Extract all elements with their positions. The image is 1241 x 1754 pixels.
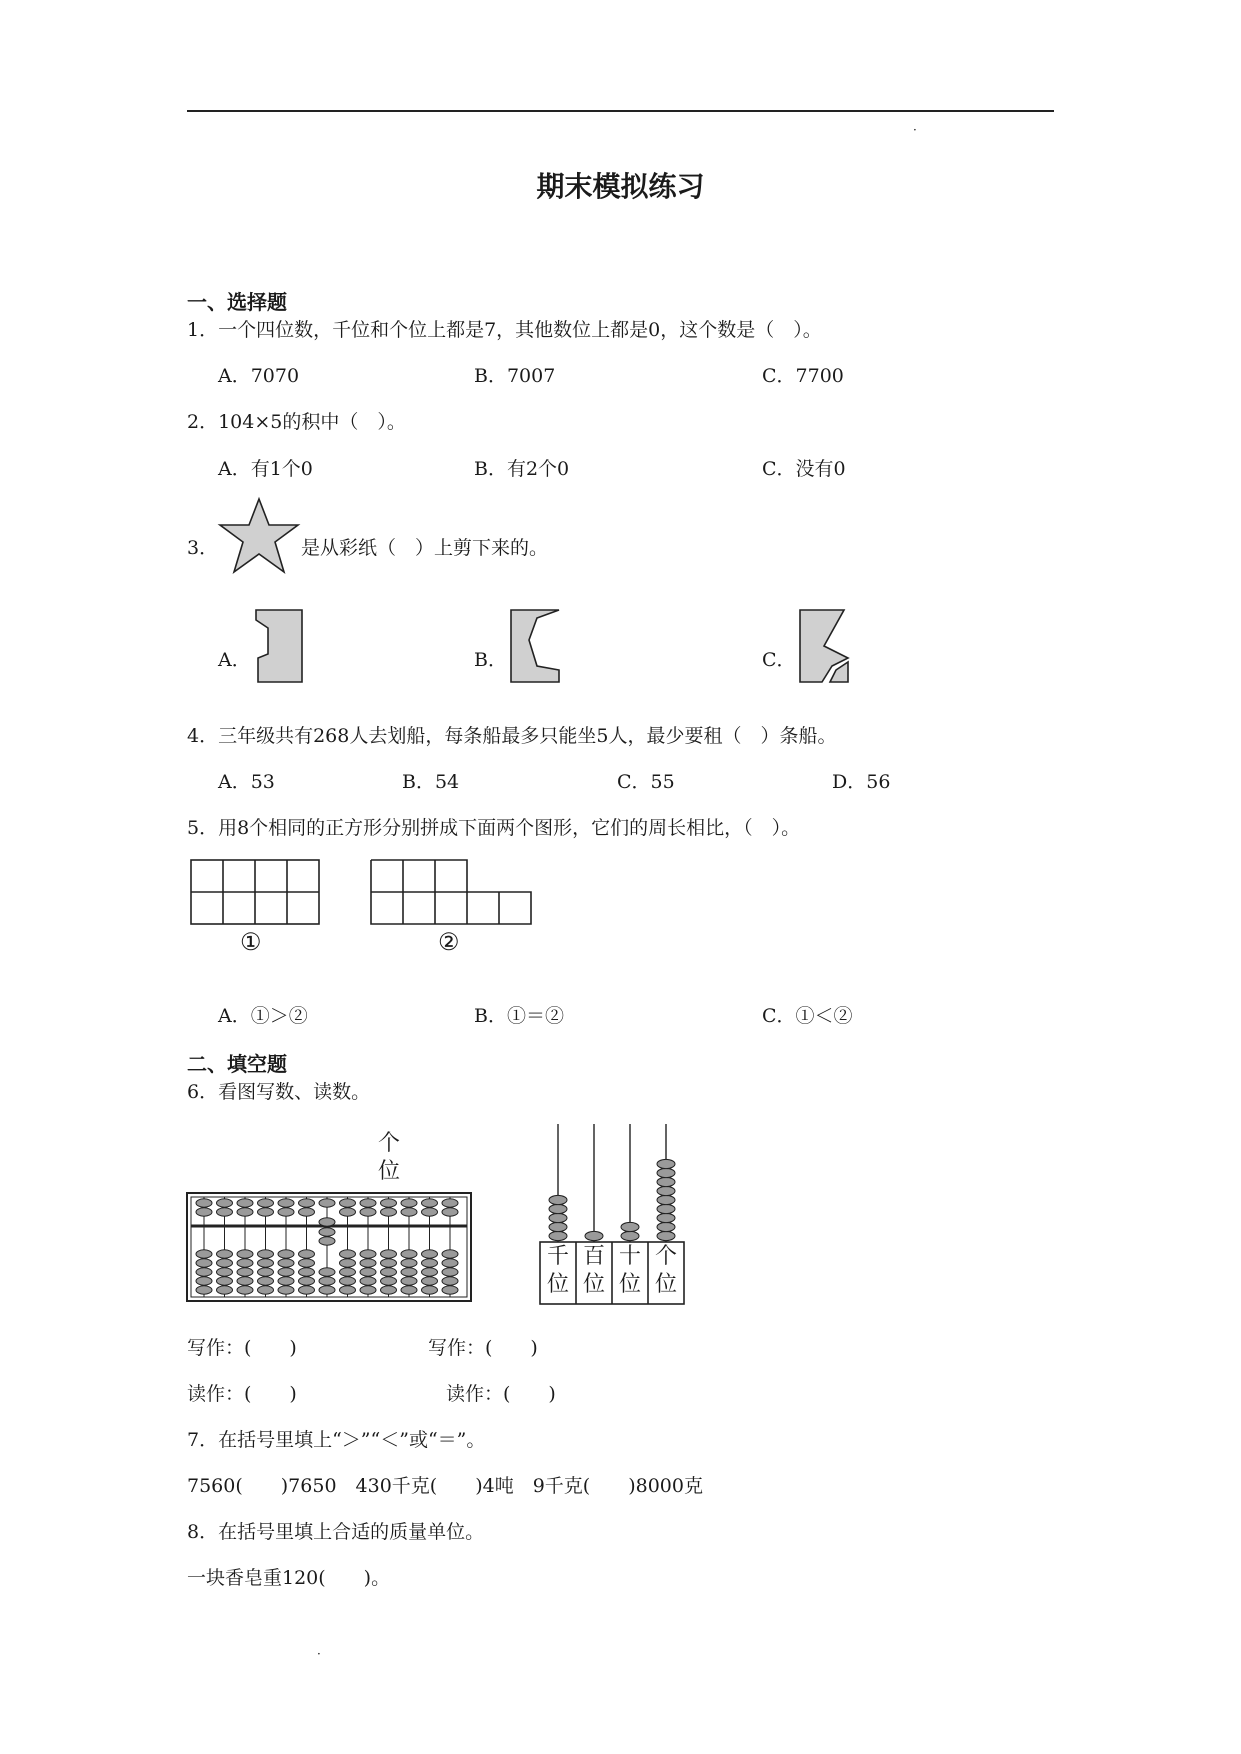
place-label: 位 bbox=[547, 1272, 570, 1297]
question-7-stem: 7．在括号里填上“＞”“＜”或“＝”。 bbox=[187, 1429, 486, 1451]
question-5-stem: 5．用8个相同的正方形分别拼成下面两个图形，它们的周长相比，（ ）。 bbox=[187, 817, 801, 839]
figure-2-label: ② bbox=[438, 928, 460, 956]
section-heading-fill: 二、填空题 bbox=[187, 1052, 287, 1076]
place-label: 个 bbox=[655, 1244, 678, 1269]
place-label: 位 bbox=[583, 1272, 606, 1297]
counter-bead bbox=[549, 1231, 567, 1240]
place-label: 位 bbox=[619, 1272, 642, 1297]
question-1-option-b[interactable]: B．7007 bbox=[474, 365, 556, 387]
counter-bead bbox=[657, 1177, 675, 1186]
question-8-line[interactable]: 一块香皂重120( )。 bbox=[187, 1567, 391, 1589]
header-mark: · bbox=[913, 123, 917, 137]
counter-bead bbox=[585, 1231, 603, 1240]
question-3-option-c[interactable]: C． bbox=[762, 649, 796, 671]
counter-bead bbox=[657, 1195, 675, 1204]
place-label: 十 bbox=[619, 1244, 642, 1269]
place-label: 百 bbox=[583, 1244, 606, 1269]
counter-bead bbox=[549, 1204, 567, 1213]
counter-bead bbox=[621, 1222, 639, 1231]
question-3-number: 3． bbox=[187, 537, 219, 559]
question-3-option-a[interactable]: A． bbox=[218, 649, 251, 671]
square-figure-2 bbox=[370, 859, 536, 927]
question-4-stem: 4．三年级共有268人去划船，每条船最多只能坐5人，最少要租（ ）条船。 bbox=[187, 725, 837, 747]
paper-figure-c[interactable] bbox=[796, 606, 850, 686]
question-5-option-b[interactable]: B．①＝② bbox=[474, 1005, 564, 1027]
star-figure bbox=[218, 497, 300, 575]
question-2-stem: 2．104×5的积中（ ）。 bbox=[187, 411, 406, 433]
paper-figure-b[interactable] bbox=[507, 606, 561, 686]
question-5-option-c[interactable]: C．①＜② bbox=[762, 1005, 853, 1027]
question-2-option-c[interactable]: C．没有0 bbox=[762, 458, 846, 480]
section-heading-choice: 一、选择题 bbox=[187, 290, 287, 314]
counter-bead bbox=[549, 1222, 567, 1231]
paper-figure-a[interactable] bbox=[254, 606, 306, 686]
question-5-option-a[interactable]: A．①＞② bbox=[218, 1005, 308, 1027]
question-7-line[interactable]: 7560( )7650 430千克( )4吨 9千克( )8000克 bbox=[187, 1475, 703, 1497]
question-4-option-d[interactable]: D．56 bbox=[832, 771, 891, 793]
abacus-ones-label-top: 个 bbox=[378, 1131, 401, 1156]
place-label: 千 bbox=[547, 1244, 570, 1269]
question-4-option-c[interactable]: C．55 bbox=[617, 771, 675, 793]
question-4-option-a[interactable]: A．53 bbox=[218, 771, 275, 793]
question-3-option-b[interactable]: B． bbox=[474, 649, 507, 671]
page-title: 期末模拟练习 bbox=[536, 170, 705, 203]
question-6-stem: 6．看图写数、读数。 bbox=[187, 1081, 371, 1103]
write-answer-1[interactable]: 写作：( ) bbox=[187, 1337, 297, 1359]
counter-bead bbox=[657, 1159, 675, 1168]
abacus-figure bbox=[186, 1192, 474, 1304]
place-label: 位 bbox=[655, 1272, 678, 1297]
header-rule bbox=[187, 110, 1054, 112]
counter-bead bbox=[657, 1204, 675, 1213]
counter-bead bbox=[621, 1231, 639, 1240]
counter-bead bbox=[657, 1222, 675, 1231]
abacus-ones-label-bottom: 位 bbox=[378, 1159, 401, 1184]
counter-bead bbox=[657, 1213, 675, 1222]
counter-bead bbox=[657, 1231, 675, 1240]
counter-bead bbox=[549, 1195, 567, 1204]
question-4-option-b[interactable]: B．54 bbox=[402, 771, 460, 793]
write-answer-2[interactable]: 写作：( ) bbox=[428, 1337, 538, 1359]
question-8-stem: 8．在括号里填上合适的质量单位。 bbox=[187, 1521, 485, 1543]
question-3-stem: 是从彩纸（ ）上剪下来的。 bbox=[301, 537, 549, 559]
counter-bead bbox=[657, 1168, 675, 1177]
figure-1-label: ① bbox=[240, 928, 262, 956]
square-figure-1 bbox=[190, 859, 322, 927]
counter-bead bbox=[657, 1186, 675, 1195]
footer-mark: · bbox=[317, 1647, 321, 1661]
question-2-option-a[interactable]: A．有1个0 bbox=[218, 458, 313, 480]
read-answer-2[interactable]: 读作：( ) bbox=[446, 1383, 556, 1405]
counter-bead bbox=[549, 1213, 567, 1222]
question-1-option-a[interactable]: A．7070 bbox=[218, 365, 300, 387]
question-1-option-c[interactable]: C．7700 bbox=[762, 365, 844, 387]
read-answer-1[interactable]: 读作：( ) bbox=[187, 1383, 297, 1405]
question-2-option-b[interactable]: B．有2个0 bbox=[474, 458, 570, 480]
question-1-stem: 1．一个四位数，千位和个位上都是7，其他数位上都是0，这个数是（ ）。 bbox=[187, 319, 822, 341]
